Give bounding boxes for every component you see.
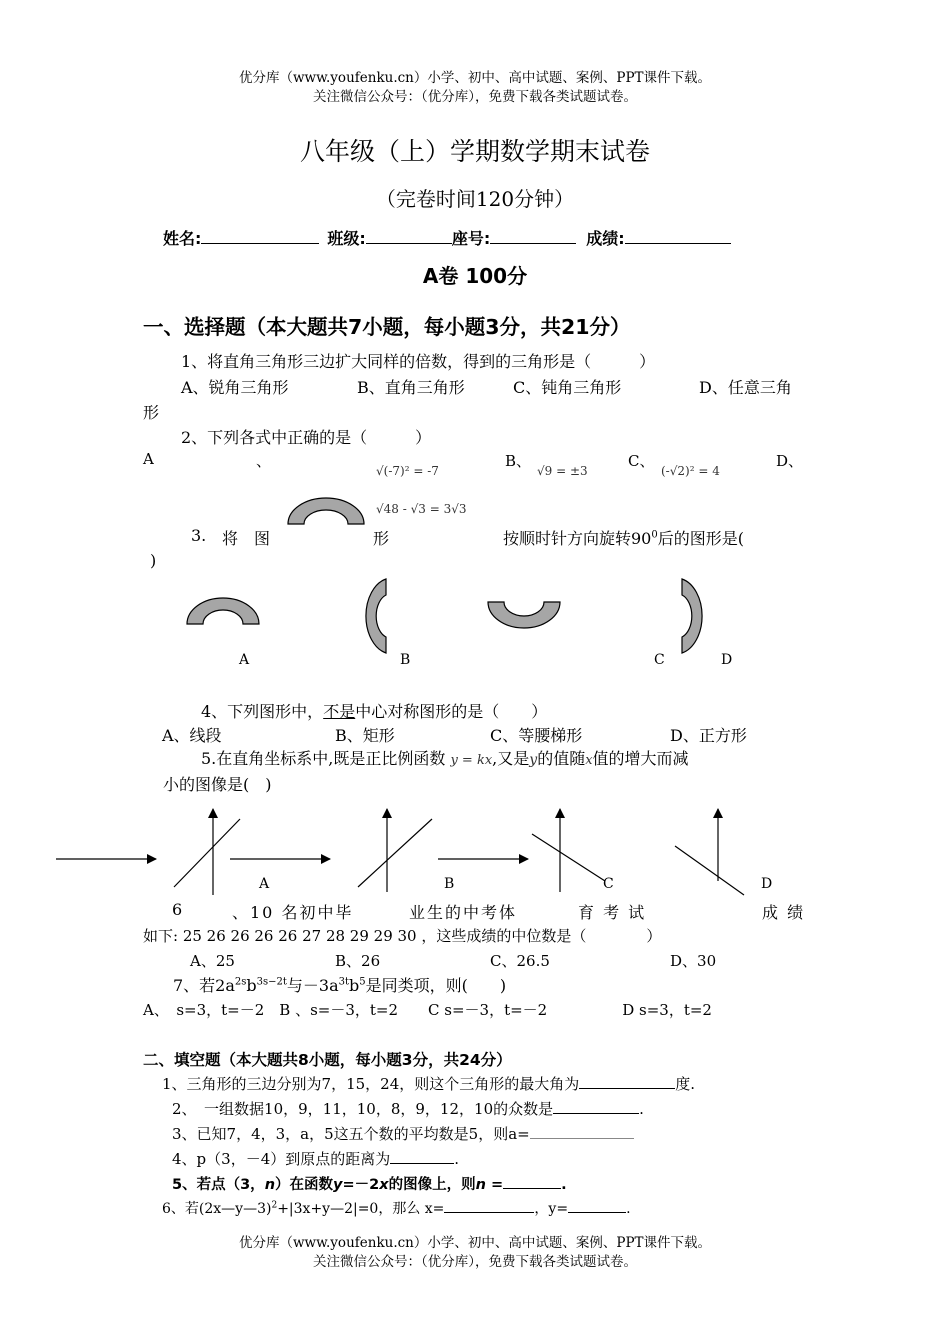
q6-option-a: A、25 xyxy=(190,952,235,970)
q5-text-4: 值的增大而减 xyxy=(592,749,689,768)
q4-option-c: C、等腰梯形 xyxy=(490,726,583,745)
header-line-2: 关注微信公众号：（优分库），免费下载各类试题试卷。 xyxy=(313,89,637,105)
q1-option-c: C、钝角三角形 xyxy=(513,378,622,397)
q5-graphs xyxy=(50,796,910,906)
q5-var-y: y xyxy=(529,752,538,768)
fill-q3-text: 3、已知7，4，3，a，5这五个数的平均数是5，则a= xyxy=(172,1125,530,1143)
graph-d-line xyxy=(675,846,744,895)
fill-q6-text-3: ，y= xyxy=(534,1201,569,1217)
q1-stem: 1、将直角三角形三边扩大同样的倍数，得到的三角形是（ ） xyxy=(181,352,656,371)
q7-text-3: 与－3a xyxy=(286,976,339,995)
q3-option-a-label: A xyxy=(239,652,250,668)
q5-text-1: 5.在直角坐标系中,既是正比例函数 xyxy=(201,749,446,768)
q3-stem-rest xyxy=(503,526,744,549)
fill-q3 xyxy=(172,1123,634,1144)
q6-option-b: B、26 xyxy=(335,952,381,970)
fill-q5-eq: =－2 xyxy=(342,1177,380,1193)
fill-q2-text: 2、 一组数据10，9，11，10，8，9，12，10的众数是 xyxy=(172,1100,554,1118)
fill-q4-text: 4、p（3，－4）到原点的距离为 xyxy=(172,1150,391,1168)
q3-word-3: 形 xyxy=(373,529,390,548)
q6-part-3: 业生的中考体 xyxy=(409,903,518,922)
q3-word-1: 将 xyxy=(222,529,239,548)
fill-q1 xyxy=(162,1073,695,1094)
q5-option-b-label: B xyxy=(444,876,455,892)
name-label: 姓名: xyxy=(163,229,202,248)
q3-option-d-label: D xyxy=(721,652,733,668)
fill-q5-n2: n xyxy=(475,1177,486,1193)
section1-title: 一、选择题（本大题共7小题，每小题3分，共21分） xyxy=(143,315,631,339)
q2-option-a-expr: √(-7)² = -7 xyxy=(376,464,439,478)
fill-q6 xyxy=(162,1198,631,1218)
q5-option-a-label: A xyxy=(259,876,270,892)
q1-option-d: D、任意三角 xyxy=(699,378,792,397)
q6-option-c: C、26.5 xyxy=(490,952,550,970)
q3-option-c-label: C xyxy=(654,652,665,668)
q3-number: 3. xyxy=(191,526,207,545)
q2-option-b-expr: √9 = ±3 xyxy=(537,464,588,478)
q7-stem xyxy=(173,973,506,996)
footer-line-1: 优分库（www.youfenku.cn）小学、初中、高中试题、案例、PPT课件下载。 xyxy=(238,1235,712,1251)
fill-q1-text: 1、三角形的三边分别为7，15，24，则这个三角形的最大角为 xyxy=(162,1075,580,1093)
fill-q4-end: . xyxy=(454,1150,460,1168)
q3-stem-text: 按顺时针方向旋转90 xyxy=(503,529,652,548)
fill-q5-text-3: 的图像上，则 xyxy=(388,1177,476,1193)
fill-q5-y: y xyxy=(333,1177,343,1193)
q6-part-4: 育 考 试 xyxy=(578,903,647,922)
fill-q4 xyxy=(172,1148,459,1169)
q6-stem-line2: 如下: 25 26 26 26 26 27 28 29 29 30 ，这些成绩的中位数是（ ） xyxy=(143,927,662,945)
q1-option-a: A、锐角三角形 xyxy=(181,378,289,397)
q6-option-d: D、30 xyxy=(670,952,717,970)
q7-options: A、 s=3，t=－2 B 、s=－3，t=2 C s=－3，t=－2 D s=3，t=2 xyxy=(143,1001,712,1019)
q2-option-b-label: B、 xyxy=(505,452,532,470)
fill-q5 xyxy=(172,1173,567,1194)
name-blank[interactable] xyxy=(201,228,319,244)
q3-option-d-figure xyxy=(680,577,710,655)
q3-option-a-figure xyxy=(185,596,261,626)
fill-q5-eq2: = xyxy=(485,1177,504,1193)
header-line-1: 优分库（www.youfenku.cn）小学、初中、高中试题、案例、PPT课件下载。 xyxy=(238,70,712,86)
graph-b-line xyxy=(358,819,432,887)
q6-part-5: 成 绩 xyxy=(762,903,806,922)
seat-blank[interactable] xyxy=(490,228,576,244)
graph-c-line xyxy=(532,834,605,881)
fill-q6-text-2: +|3x+y—2|=0，那么 x= xyxy=(277,1201,445,1217)
q6-part-2: 、10 名初中毕 xyxy=(232,903,354,922)
q5-var-x: x xyxy=(585,753,593,768)
q4-stem-underlined: 不是 xyxy=(323,702,356,721)
student-info-row xyxy=(163,226,731,249)
graph-a-line xyxy=(174,819,240,887)
q2-option-d-expr: √48 - √3 = 3√3 xyxy=(376,502,467,516)
footer-line-2: 关注微信公众号：（优分库），免费下载各类试题试卷。 xyxy=(313,1254,637,1270)
seat-label: 座号: xyxy=(451,229,491,248)
q3-stem-tail: 后的图形是( xyxy=(657,529,744,548)
page-subtitle: （完卷时间120分钟） xyxy=(375,187,575,211)
q5-function: y = kx xyxy=(450,753,493,768)
q2-option-c-expr: (-√2)² = 4 xyxy=(661,464,720,478)
fill-q5-blank[interactable] xyxy=(503,1175,561,1189)
class-label: 班级: xyxy=(327,229,366,248)
fill-q6-sup: 2 xyxy=(271,1200,278,1211)
fill-q5-n: n xyxy=(264,1177,276,1193)
q7-text-1: 7、若2a xyxy=(173,976,235,995)
q4-stem xyxy=(201,699,547,722)
fill-q4-blank[interactable] xyxy=(390,1150,454,1164)
q3-option-b-figure xyxy=(358,577,388,655)
score-blank[interactable] xyxy=(625,228,731,244)
fill-q5-x: x xyxy=(379,1177,389,1193)
q3-word-2: 图 xyxy=(254,529,271,548)
q7-sup-3: 3t xyxy=(338,976,350,988)
q6-part-1: 6 xyxy=(172,900,183,919)
q7-text-5: 是同类项，则( ) xyxy=(365,976,507,995)
q1-option-b: B、直角三角形 xyxy=(357,378,465,397)
q7-sup-2: 3s−2t xyxy=(256,976,287,988)
q5-stem-line2: 小的图像是( ) xyxy=(163,775,272,794)
fill-q5-text-1: 5、若点（3， xyxy=(172,1177,265,1193)
fill-q6-blank-x[interactable] xyxy=(444,1200,534,1213)
q2-option-d-label: D、 xyxy=(776,452,804,470)
q2-stem: 2、下列各式中正确的是（ ） xyxy=(181,428,432,447)
q5-stem-line1 xyxy=(201,746,689,769)
q2-option-a-label: A xyxy=(143,450,154,468)
q3-degree-sup: 0 xyxy=(651,529,658,541)
fill-q5-text-2: ）在函数 xyxy=(275,1177,334,1193)
q4-stem-post: 中心对称图形的是（ ） xyxy=(355,702,548,721)
fill-q2-end: . xyxy=(639,1100,644,1118)
fill-q3-blank[interactable] xyxy=(530,1125,634,1139)
q5-text-2: ,又是 xyxy=(492,749,530,768)
fill-q6-end: . xyxy=(626,1201,631,1217)
q3-close-paren: ) xyxy=(150,551,157,570)
class-blank[interactable] xyxy=(366,228,452,244)
fill-q1-blank[interactable] xyxy=(579,1075,675,1089)
fill-q2 xyxy=(172,1098,644,1119)
q5-option-c-label: C xyxy=(603,876,614,892)
section2-title: 二、填空题（本大题共8小题，每小题3分，共24分） xyxy=(143,1051,512,1069)
q7-text-2: b xyxy=(246,976,257,995)
q4-option-a: A、线段 xyxy=(162,726,222,745)
q1-option-d-wrap: 形 xyxy=(143,403,160,422)
paper-a-heading: A卷 100分 xyxy=(422,264,528,288)
q7-text-4: b xyxy=(349,976,360,995)
q3-option-c-figure xyxy=(486,600,562,630)
q7-sup-1: 2s xyxy=(234,976,247,988)
fill-q6-blank-y[interactable] xyxy=(568,1200,626,1213)
q5-text-3: 的值随 xyxy=(537,749,586,768)
fill-q6-text-1: 6、若(2x—y—3) xyxy=(162,1201,272,1217)
q3-source-arch-figure xyxy=(286,496,366,526)
q4-option-d: D、正方形 xyxy=(670,726,747,745)
q4-stem-pre: 4、下列图形中， xyxy=(201,702,324,721)
q5-option-d-label: D xyxy=(761,876,773,892)
page-title: 八年级（上）学期数学期末试卷 xyxy=(299,137,650,166)
q2-option-a-sep: 、 xyxy=(256,452,272,470)
fill-q5-end: . xyxy=(561,1177,567,1193)
q7-sup-4: 5 xyxy=(359,976,366,988)
fill-q1-unit: 度. xyxy=(675,1075,696,1093)
q2-option-c-label: C、 xyxy=(628,452,655,470)
score-label: 成绩: xyxy=(586,229,625,248)
q4-option-b: B、矩形 xyxy=(335,726,395,745)
q3-option-b-label: B xyxy=(400,652,411,668)
fill-q2-blank[interactable] xyxy=(553,1100,639,1114)
